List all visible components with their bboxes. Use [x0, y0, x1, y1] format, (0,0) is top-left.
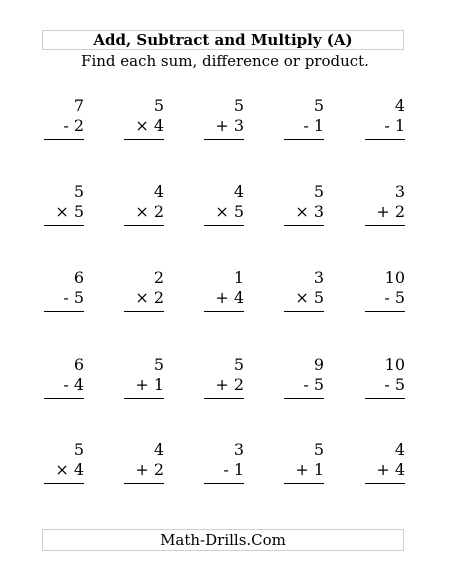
problem-operator-number: - 1 [303, 116, 324, 135]
problem [365, 441, 405, 489]
problem [44, 97, 84, 145]
problem-top-number: 5 [233, 96, 244, 115]
problem-operator-number: - 5 [63, 288, 84, 307]
problem-operator-number: × 5 [215, 202, 244, 221]
answer-line [365, 139, 405, 140]
answer-line [204, 483, 244, 484]
problem-top-number: 1 [233, 268, 244, 287]
problem-operator-number: - 5 [303, 375, 324, 394]
problem-top-number: 4 [394, 440, 405, 459]
worksheet-title [42, 30, 404, 50]
problem-top-number: 5 [153, 355, 164, 374]
problem-top-number: 4 [153, 440, 164, 459]
problem [44, 441, 84, 489]
problem [44, 269, 84, 317]
answer-line [284, 483, 324, 484]
answer-line [44, 225, 84, 226]
problem [365, 183, 405, 231]
answer-line [204, 398, 244, 399]
problem-top-number: 3 [394, 182, 405, 201]
problem-operator-number: - 1 [384, 116, 405, 135]
problem [204, 441, 244, 489]
problem-operator-number: - 4 [63, 375, 84, 394]
worksheet-title-text: Add, Subtract and Multiply (A) [93, 31, 353, 49]
answer-line [365, 483, 405, 484]
problem [365, 356, 405, 404]
problem-operator-number: × 4 [55, 460, 84, 479]
problem-top-number: 6 [73, 355, 84, 374]
answer-line [284, 139, 324, 140]
answer-line [284, 225, 324, 226]
answer-line [284, 398, 324, 399]
answer-line [44, 139, 84, 140]
problem-operator-number: × 3 [295, 202, 324, 221]
problem [284, 441, 324, 489]
problem-top-number: 4 [233, 182, 244, 201]
instructions: Find each sum, difference or product. [81, 52, 369, 70]
problem [124, 356, 164, 404]
problem [204, 269, 244, 317]
problem-top-number: 5 [153, 96, 164, 115]
problem-top-number: 5 [233, 355, 244, 374]
answer-line [204, 311, 244, 312]
answer-line [44, 398, 84, 399]
answer-line [124, 225, 164, 226]
problem [124, 97, 164, 145]
footer [42, 529, 404, 551]
problem [124, 441, 164, 489]
problem [204, 97, 244, 145]
problem-operator-number: - 5 [384, 375, 405, 394]
answer-line [124, 139, 164, 140]
answer-line [44, 311, 84, 312]
problem-operator-number: × 5 [55, 202, 84, 221]
answer-line [204, 139, 244, 140]
problem-operator-number: × 2 [135, 202, 164, 221]
problem-operator-number: - 1 [223, 460, 244, 479]
answer-line [284, 311, 324, 312]
problem-operator-number: + 2 [215, 375, 244, 394]
problem-top-number: 9 [313, 355, 324, 374]
problem [284, 183, 324, 231]
answer-line [124, 311, 164, 312]
problem-top-number: 4 [394, 96, 405, 115]
problem-top-number: 5 [313, 440, 324, 459]
problem [204, 356, 244, 404]
problem-top-number: 3 [313, 268, 324, 287]
problem-top-number: 10 [384, 268, 405, 287]
problem-operator-number: + 4 [376, 460, 405, 479]
problem [284, 97, 324, 145]
answer-line [44, 483, 84, 484]
problem-top-number: 5 [73, 440, 84, 459]
problem [204, 183, 244, 231]
problem-operator-number: + 4 [215, 288, 244, 307]
problem [124, 183, 164, 231]
problem [365, 269, 405, 317]
answer-line [365, 398, 405, 399]
problem [284, 269, 324, 317]
problem-operator-number: + 2 [135, 460, 164, 479]
problem-top-number: 4 [153, 182, 164, 201]
problem-top-number: 3 [233, 440, 244, 459]
problem-operator-number: + 2 [376, 202, 405, 221]
problem-top-number: 5 [313, 96, 324, 115]
problem-top-number: 5 [313, 182, 324, 201]
problem-top-number: 6 [73, 268, 84, 287]
problem-top-number: 2 [153, 268, 164, 287]
problem [44, 183, 84, 231]
answer-line [124, 398, 164, 399]
problem-operator-number: × 5 [295, 288, 324, 307]
problem-operator-number: + 1 [295, 460, 324, 479]
problem-operator-number: × 2 [135, 288, 164, 307]
problem-top-number: 7 [73, 96, 84, 115]
problem-operator-number: - 2 [63, 116, 84, 135]
problem [124, 269, 164, 317]
problem-top-number: 10 [384, 355, 405, 374]
problem [284, 356, 324, 404]
footer-text: Math-Drills.Com [160, 531, 286, 549]
problem-operator-number: × 4 [135, 116, 164, 135]
answer-line [204, 225, 244, 226]
problem-top-number: 5 [73, 182, 84, 201]
answer-line [365, 225, 405, 226]
problem [365, 97, 405, 145]
problem-operator-number: + 1 [135, 375, 164, 394]
problem-operator-number: + 3 [215, 116, 244, 135]
problem [44, 356, 84, 404]
answer-line [365, 311, 405, 312]
answer-line [124, 483, 164, 484]
problem-operator-number: - 5 [384, 288, 405, 307]
